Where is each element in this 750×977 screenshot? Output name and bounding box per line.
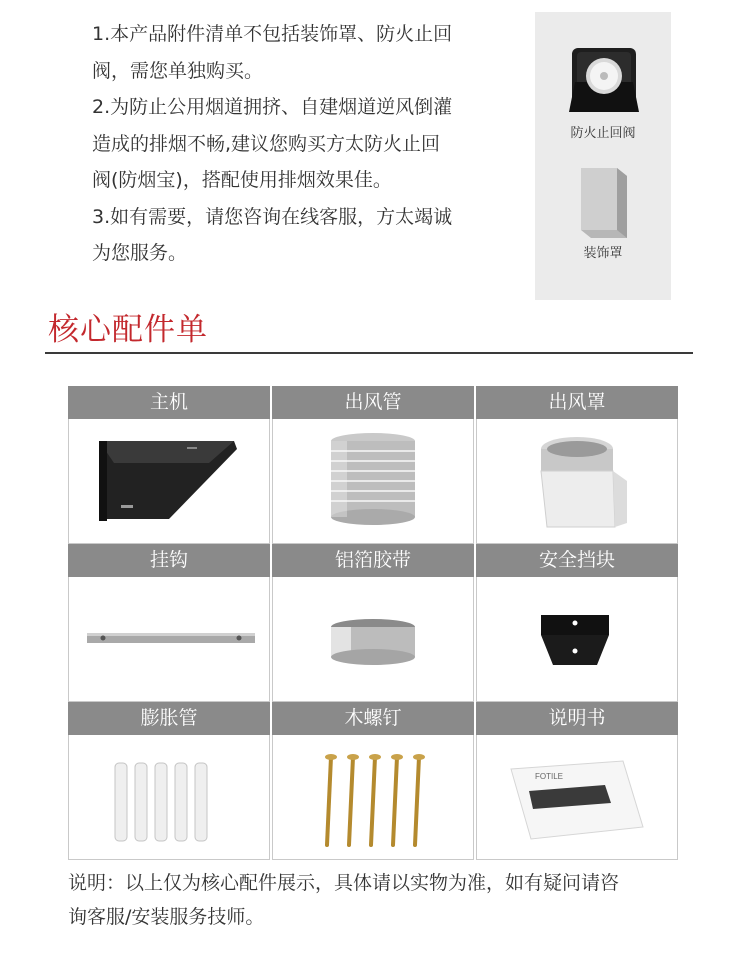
decorative-cover-caption: 装饰罩 (583, 246, 623, 261)
accessory-cell (68, 386, 270, 419)
accessory-cell (68, 544, 270, 577)
accessory-label: 铝箔胶带 (272, 544, 474, 577)
manual-brand-text: FOTILE (535, 772, 564, 781)
note-line: 阀(防烟宝)，搭配使用排烟效果佳。 (92, 169, 392, 191)
mounting-bracket-icon (68, 577, 270, 702)
accessory-cell (476, 386, 678, 419)
accessory-cell (272, 544, 474, 577)
exhaust-duct-icon (272, 419, 474, 544)
note-line: 1.本产品附件清单不包括装饰罩、防火止回 (92, 23, 453, 45)
accessory-cell (68, 702, 270, 735)
accessory-label: 主机 (68, 386, 270, 419)
accessory-label: 膨胀管 (68, 702, 270, 735)
wall-anchor-icon (68, 735, 270, 860)
note-line: 造成的排烟不畅,建议您购买方太防火止回 (92, 132, 441, 155)
foil-tape-icon (272, 577, 474, 702)
accessory-cell (272, 702, 474, 735)
footnote-line: 说明：以上仅为核心配件展示，具体请以实物为准，如有疑问请咨 (68, 872, 620, 894)
accessory-label: 安全挡块 (476, 544, 678, 577)
accessory-cell (476, 544, 678, 577)
note-line: 3.如有需要，请您咨询在线客服，方太竭诚 (92, 205, 453, 228)
fire-check-valve-icon (535, 42, 671, 122)
accessory-cell (476, 702, 678, 781)
optional-parts-panel (535, 12, 671, 300)
fire-check-valve-caption: 防火止回阀 (570, 126, 636, 141)
accessory-label: 出风管 (272, 386, 474, 419)
section-divider (45, 352, 693, 354)
section-title: 核心配件单 (48, 312, 208, 348)
outlet-hood-icon (476, 419, 678, 544)
note-line: 2.为防止公用烟道拥挤、自建烟道逆风倒灌 (92, 96, 453, 118)
decorative-cover-icon (535, 160, 671, 244)
note-line: 阀，需您单独购买。 (92, 59, 264, 82)
accessory-label: 出风罩 (476, 386, 678, 419)
accessory-notes (92, 16, 512, 272)
footnote-line: 询客服/安装服务技师。 (68, 906, 265, 928)
accessory-label: 挂钩 (68, 544, 270, 577)
wood-screw-icon (272, 735, 474, 860)
accessory-label: 木螺钉 (272, 702, 474, 735)
footnote (68, 866, 698, 934)
manual-icon (476, 735, 678, 860)
safety-block-icon (476, 577, 678, 702)
note-line: 为您服务。 (92, 242, 188, 264)
accessory-label: 说明书 (476, 702, 678, 735)
range-hood-icon (68, 419, 270, 544)
accessory-cell (272, 386, 474, 419)
